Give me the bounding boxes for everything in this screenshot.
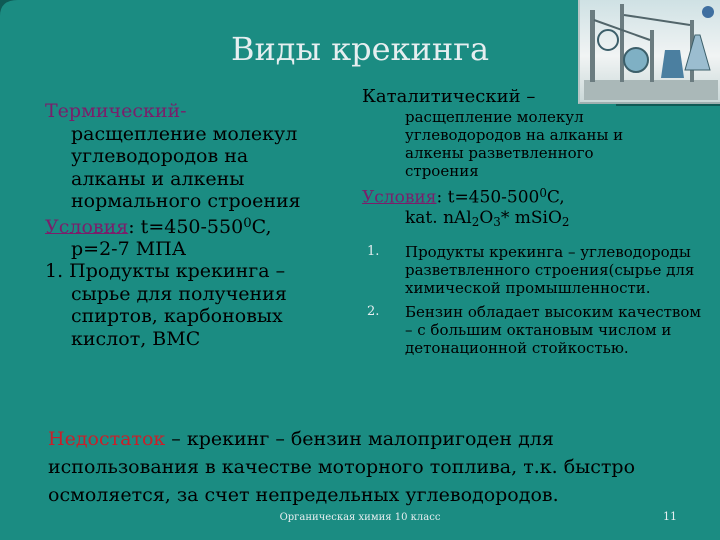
drawback-paragraph [48,425,698,509]
catalytic-desc-line-2: углеводородов на алканы и [405,126,624,144]
catalytic-desc-line-3: алкены разветвленного [405,144,594,162]
catalyst-mid: O [479,208,494,229]
thermal-heading: Термический- [45,100,187,122]
catalytic-temp: t=450-500 [442,187,540,208]
thermal-desc-line-3: алканы и алкены [71,167,245,190]
thermal-temp: t=450-550 [134,215,244,238]
thermal-products-line-2: сырье для получения [71,282,287,305]
list-number-1: 1. [367,244,380,260]
thermal-products-line-3: спиртов, карбоновых [71,305,283,328]
thermal-conditions [45,213,340,238]
list-number-2: 2. [367,304,380,320]
list-text-1: Продукты крекинга – углеводороды разветвленного строения(сырье для химической промышленности. [405,243,695,298]
catalytic-list-item-1 [362,243,712,297]
catalytic-conditions-colon: : [436,187,443,208]
thermal-pressure: p=2-7 МПА [71,237,187,260]
slide-title: Виды крекинга [230,30,490,68]
thermal-temp-unit: C, [251,215,272,238]
thermal-products-line-4: кислот, ВМС [71,327,201,350]
thermal-desc-line-4: нормального строения [71,190,301,212]
thermal-products-line-1: 1. Продукты крекинга – [45,260,286,283]
page-number: 11 [663,510,677,523]
catalytic-cracking-block [362,86,712,357]
catalytic-catalyst [362,208,712,233]
thermal-cracking-block [45,100,340,350]
catalytic-temp-unit: C, [546,187,565,208]
drawback-text: – крекинг – бензин малопригоден для использования в качестве моторного топлива, т.к. быстро осмоляется, за счет непредельных углеводородов. [48,428,636,506]
catalyst-sub-2: 3 [493,215,501,230]
catalyst-sub-1: 2 [471,215,480,230]
list-text-2: Бензин обладает высоким качеством – с большим октановым числом и детонационной стойкостью. [405,303,702,358]
catalytic-desc-line-1: расщепление молекул [405,108,584,126]
catalyst-rest: * mSiO [500,208,562,229]
thermal-desc-line-2: углеводородов на [71,145,249,167]
catalytic-conditions [362,183,712,208]
catalyst-prefix: kat. nAl [405,208,472,229]
thermal-desc-line-1: расщепление молекул [71,122,298,145]
catalyst-sub-3: 2 [561,215,570,230]
footer-course: Органическая химия 10 класс [279,512,441,523]
catalytic-temp-degree: 0 [539,186,547,200]
thermal-temp-degree: 0 [243,215,252,231]
catalytic-desc-line-4: строения [405,162,479,180]
drawback-label: Недостаток [48,428,166,450]
catalytic-conditions-label: Условия [362,187,437,208]
thermal-conditions-colon: : [128,215,135,238]
thermal-conditions-label: Условия [45,215,129,238]
catalytic-list-item-2 [362,303,712,357]
catalytic-heading: Каталитический – [362,86,536,107]
